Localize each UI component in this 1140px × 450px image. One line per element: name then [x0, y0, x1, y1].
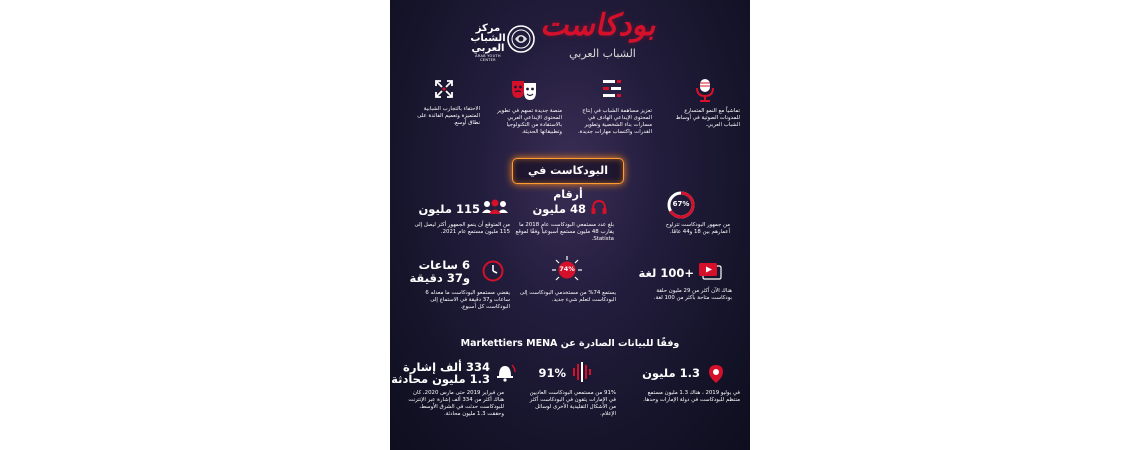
- numbers-banner: البودكاست في أرقام: [512, 158, 624, 184]
- stat-value: +100 لغة: [638, 266, 694, 280]
- mena-text: 91% من مستمعي البودكاست العاديين في الإمارات يثقون في البودكاست أكثر من الأشكال التقليدية الأخرى لوسائل الإعلام.: [529, 390, 616, 417]
- goal-text: منصة جديدة تسهم في تطوير المحتوى الإبداعي العربي بالاستفادة من التكنولوجيا وتطبيقاتها الحديثة.: [497, 108, 562, 135]
- center-english: ARAB YOUTH CENTER: [475, 54, 501, 62]
- mena-value-line1: 334 ألف إشارة: [403, 360, 490, 374]
- stat-text: من جمهور البودكاست تتراوح أعمارهم بين 18 و44 عامًا.: [665, 222, 730, 235]
- mena-title: وفقًا للبيانات الصادرة عن Markettiers MENA: [460, 338, 680, 349]
- headphones-icon: [590, 198, 608, 216]
- goal-sliders: [572, 78, 652, 136]
- stat-badge: 74%: [559, 265, 575, 273]
- stat-text: يستمع 74% من مستخدمي البودكاست إلى البودكاست لتعلم شيء جديد.: [519, 290, 616, 303]
- stat-text: يقضي مستمعو البودكاست ما معدله 6 ساعات و37 دقيقة في الاستماع إلى البودكاست كل أسبوع.: [425, 290, 510, 310]
- podcast-logo-subtitle: الشباب العربي: [569, 47, 636, 60]
- theater-masks-icon: [510, 78, 538, 102]
- stat-badge: 67%: [672, 200, 690, 208]
- stat-value: 48 مليون: [532, 202, 586, 216]
- notification-bell-icon: [494, 362, 516, 382]
- sliders-icon: [601, 78, 623, 100]
- mena-text: من فبراير 2019 حتى مارس 2020، كان هناك أكثر من 334 ألف إشارة عبر الإنترنت للبودكاست حدثت في الشرق الأوسط، وحققت 1.3 مليون محادثة.: [408, 390, 504, 417]
- header: [390, 0, 750, 72]
- sound-bars-icon: [572, 362, 592, 382]
- microphone-icon: [694, 78, 716, 102]
- stat-value-line1: 6 ساعات: [418, 258, 470, 272]
- center-name-line1: مركز: [475, 23, 501, 34]
- audience-icon: [482, 198, 508, 216]
- center-name: [470, 24, 506, 62]
- stat-value: 115 مليون: [418, 202, 480, 216]
- stat-text: بلغ عدد مستمعي البودكاست عام 2018 ما يقارب 48 مليون مستمع أسبوعياً وفقًا لموقع Statista.: [515, 222, 614, 242]
- goal-text: تماشياً مع النمو المتسارع للمدونات الصوتية في أوساط الشباب العربي.: [675, 108, 740, 128]
- video-play-icon: [698, 262, 722, 280]
- goal-text: الاحتفاء بالتجارب الشبابية المتميزة وتعميم الفائدة على نطاق أوسع.: [417, 106, 480, 126]
- stat-text: هناك الآن أكثر من 29 مليون حلقة بودكاست متاحة بأكثر من 100 لغة.: [653, 288, 732, 301]
- center-emblem-icon: [506, 24, 536, 54]
- goal-masks: [486, 78, 562, 136]
- clock-icon: [482, 260, 504, 282]
- stat-value-line2: و37 دقيقة: [409, 271, 470, 285]
- center-name-line3: العربي: [471, 43, 505, 54]
- goal-microphone: [670, 78, 740, 129]
- stat-text: من المتوقع أن ينمو الجمهور أكثر ليصل إلى 115 مليون مستمع عام 2021.: [414, 222, 510, 235]
- mena-value: 1.3 مليون: [642, 366, 700, 380]
- mena-value: 91%: [538, 366, 566, 380]
- expand-arrows-icon: [433, 78, 455, 100]
- goal-text: تعزيز مساهمة الشباب في إنتاج المحتوى الإبداعي الهادف في مسارات بناء الشخصية وتطوير القدرات واكتساب مهارات جديدة.: [577, 108, 652, 135]
- location-pin-icon: [708, 364, 724, 384]
- mena-value-line2: 1.3 مليون محادثة: [391, 372, 490, 386]
- goal-expand: [408, 78, 480, 127]
- infographic-poster: [390, 0, 750, 450]
- podcast-logo-title: بودكاست: [538, 8, 662, 43]
- mena-text: في يوليو 2019 ، هناك 1.3 مليون مستمع منتظم للبودكاست في دولة الإمارات وحدها.: [643, 390, 740, 403]
- center-name-line2: الشباب: [470, 33, 506, 44]
